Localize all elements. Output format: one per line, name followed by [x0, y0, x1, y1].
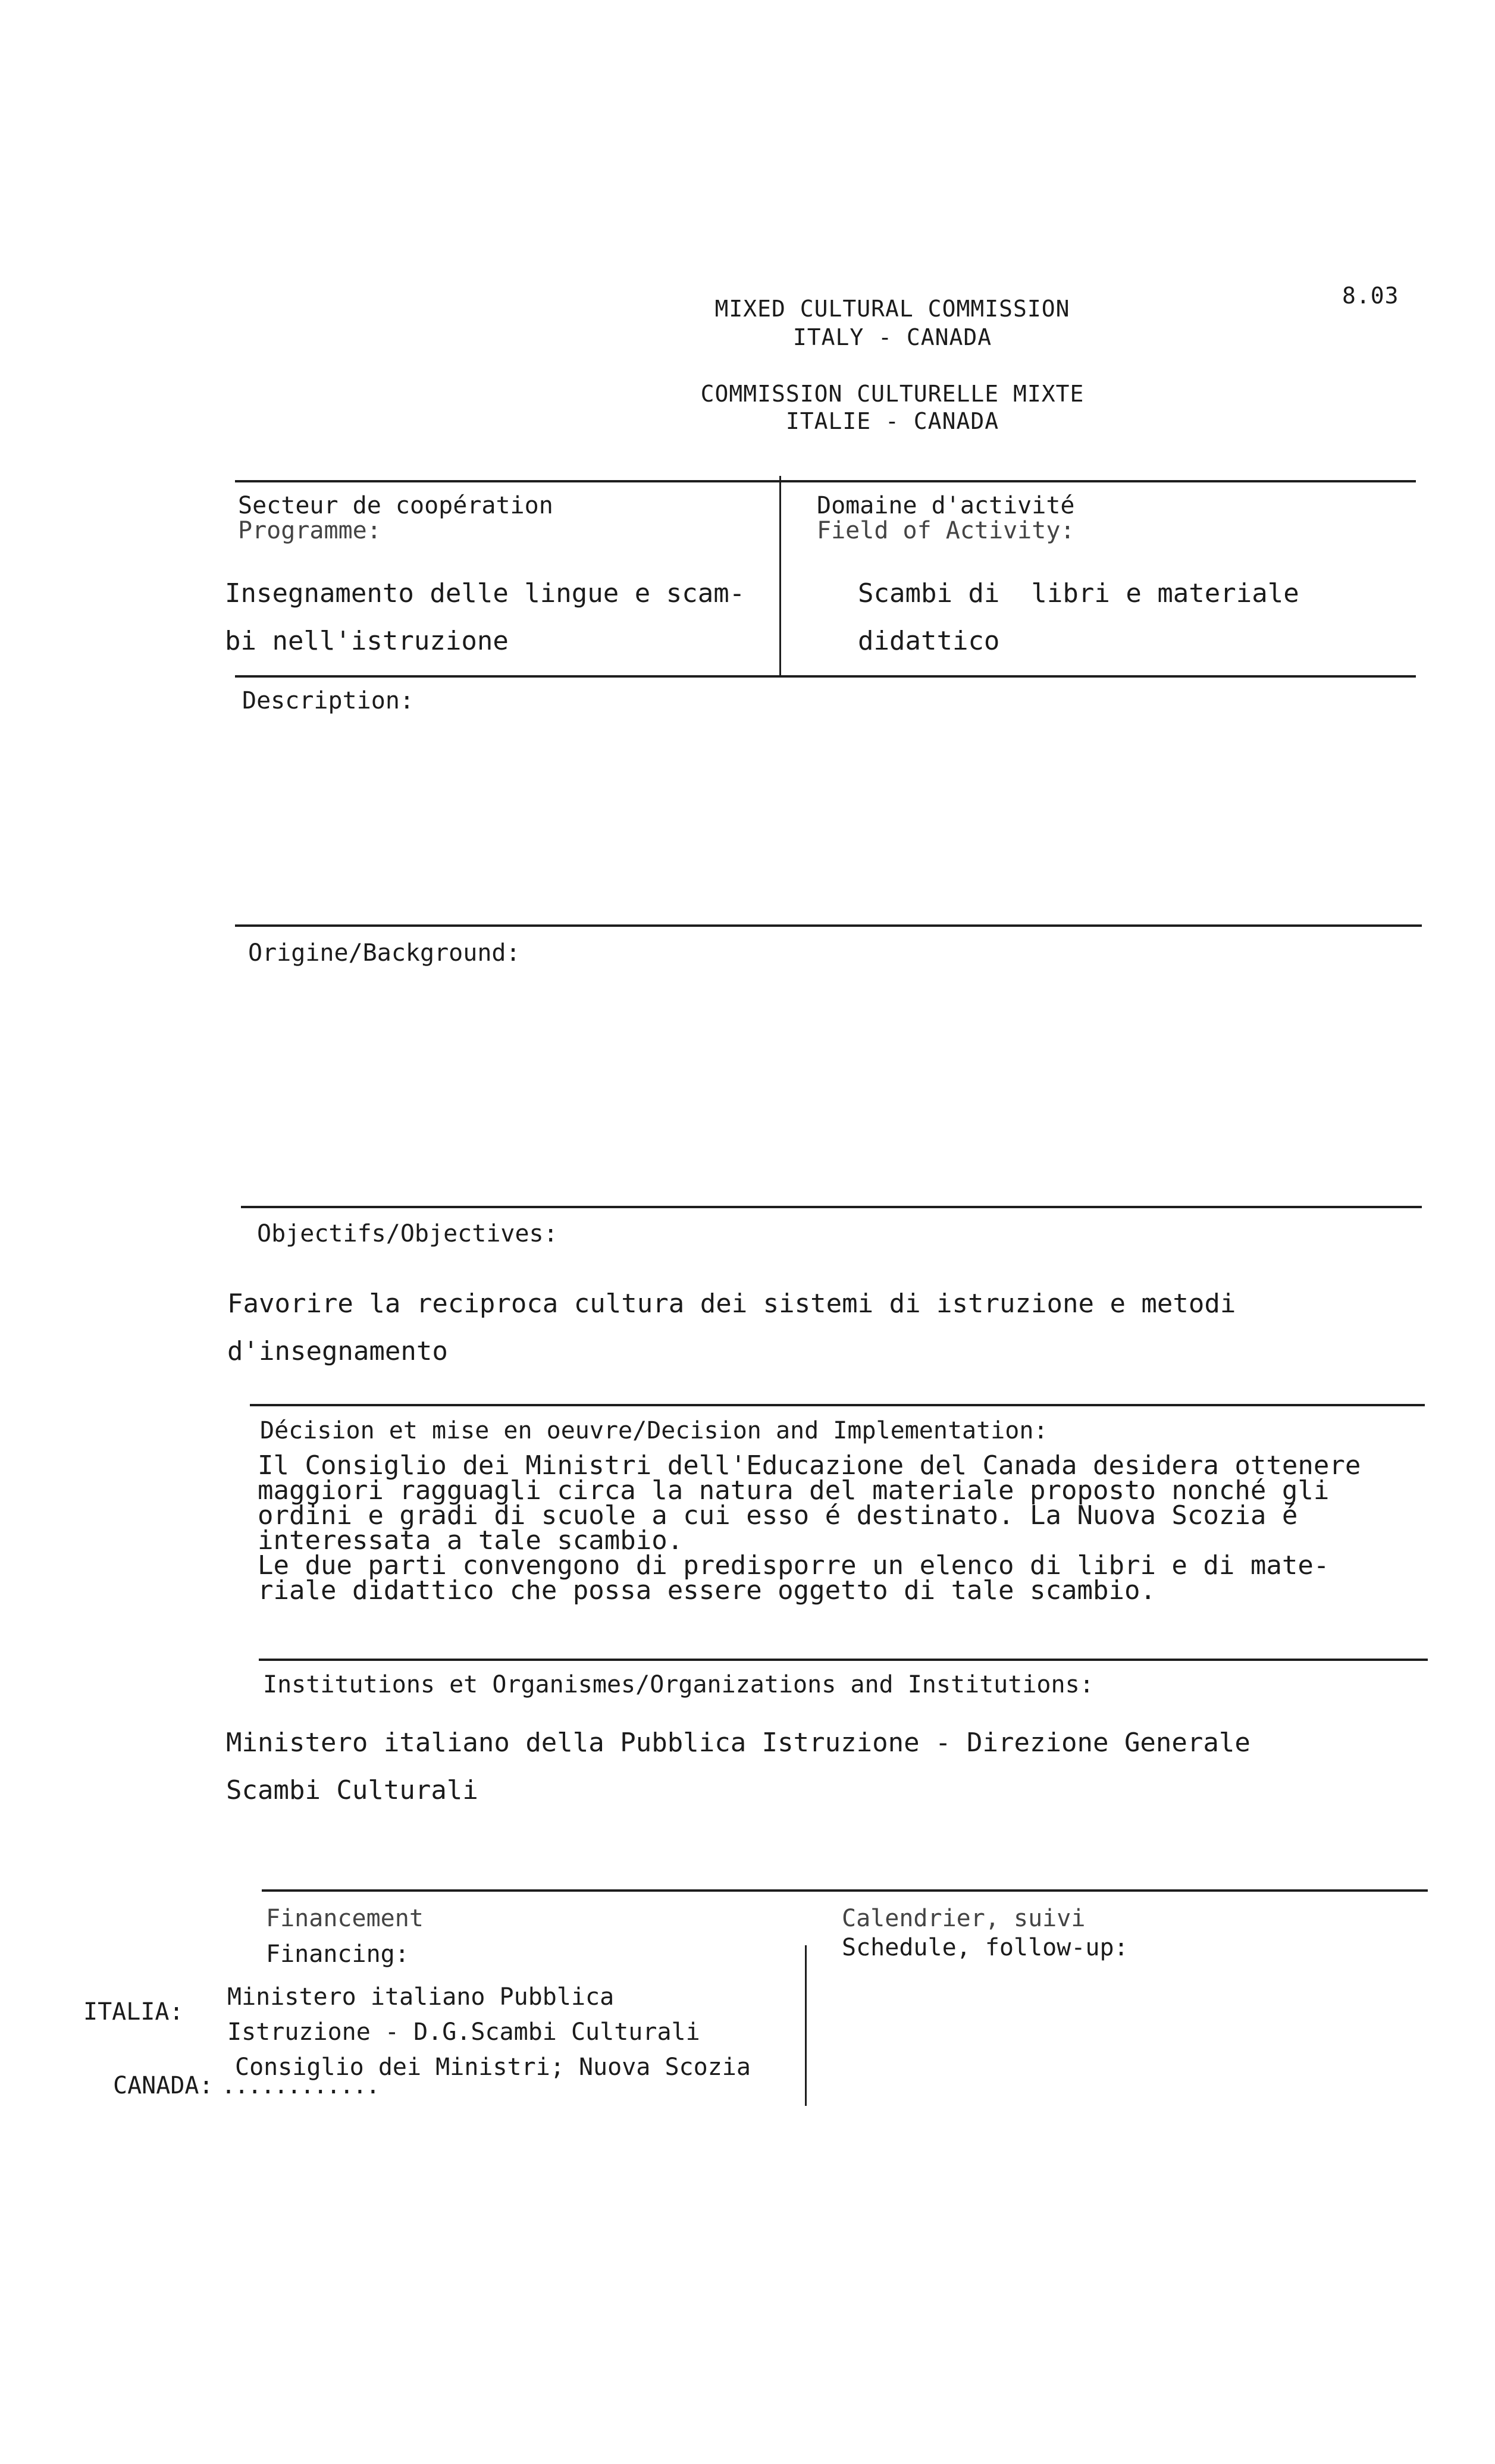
schedule-label-fr: Calendrier, suivi — [842, 1905, 1086, 1932]
objectives-label: Objectifs/Objectives: — [257, 1220, 558, 1247]
header-title-en: MIXED CULTURAL COMMISSION — [714, 296, 1070, 322]
programme-label-fr: Secteur de coopération — [238, 492, 553, 519]
institutions-line1: Ministero italiano della Pubblica Istruzione - Direzione Generale — [226, 1728, 1250, 1758]
decision-label: Décision et mise en oeuvre/Decision and Implementation: — [260, 1417, 1048, 1444]
financing-canada-dots: ............ — [221, 2072, 379, 2099]
financing-italia-label: ITALIA: — [83, 1998, 184, 2026]
divider-background — [235, 924, 1422, 927]
divider-top — [235, 480, 1416, 482]
programme-value-line2: bi nell'istruzione — [225, 626, 509, 656]
institutions-line2: Scambi Culturali — [226, 1775, 478, 1805]
financing-canada-value: Consiglio dei Ministri; Nuova Scozia — [235, 2054, 751, 2081]
financing-italia-line2: Istruzione - D.G.Scambi Culturali — [227, 2018, 700, 2046]
divider-financing — [262, 1889, 1428, 1892]
background-label: Origine/Background: — [248, 939, 521, 967]
schedule-label-en: Schedule, follow-up: — [842, 1934, 1129, 1961]
divider-description — [235, 675, 1416, 678]
programme-value-line1: Insegnamento delle lingue e scam- — [225, 578, 745, 609]
activity-value-line1: Scambi di libri e materiale — [858, 578, 1299, 609]
programme-label-en: Programme: — [238, 517, 381, 544]
activity-label-en: Field of Activity: — [817, 517, 1075, 544]
header-title-fr: COMMISSION CULTURELLE MIXTE — [700, 381, 1085, 407]
financing-label-fr: Financement — [266, 1905, 424, 1932]
divider-vertical-financing — [805, 1945, 807, 2106]
decision-text: Il Consiglio dei Ministri dell'Educazione del Canada desidera ottenere maggiori ragguagli circa la natura del materiale proposto nonché gli ordini e gradi di scuole a cui esso é destinato. La Nuova Scozia é interessata a tale scambio. Le due parti convengono di predisporre un elenco di libri e di mate- riale didattico che possa essere oggetto di tale scambio. — [258, 1450, 1361, 1606]
financing-label-en: Financing: — [266, 1941, 409, 1968]
description-label: Description: — [242, 687, 414, 714]
objectives-line1: Favorire la reciproca cultura dei sistemi di istruzione e metodi — [227, 1289, 1236, 1319]
header-countries-fr: ITALIE - CANADA — [785, 408, 999, 434]
divider-vertical-programme — [779, 476, 781, 675]
header-countries-en: ITALY - CANADA — [792, 324, 992, 350]
activity-label-fr: Domaine d'activité — [817, 492, 1075, 519]
divider-decision — [250, 1404, 1425, 1406]
objectives-line2: d'insegnamento — [227, 1336, 448, 1366]
divider-objectives — [241, 1206, 1422, 1208]
institutions-label: Institutions et Organismes/Organizations and Institutions: — [263, 1671, 1094, 1698]
financing-italia-line1: Ministero italiano Pubblica — [227, 1983, 615, 2011]
activity-value-line2: didattico — [858, 626, 1000, 656]
divider-institutions — [259, 1659, 1428, 1661]
financing-canada-label: CANADA: — [113, 2072, 214, 2099]
document-number: 8.03 — [1342, 283, 1399, 309]
